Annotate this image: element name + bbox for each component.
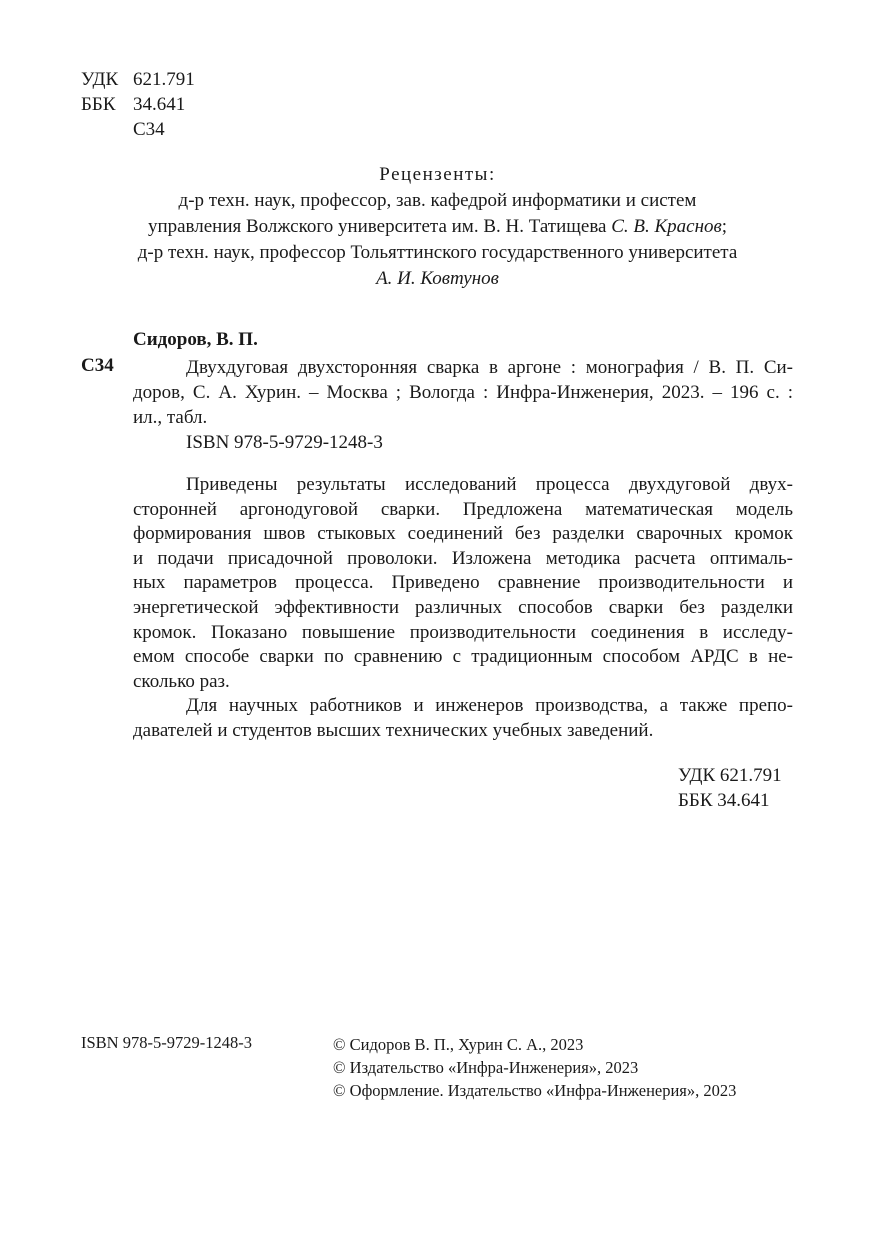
record-isbn: ISBN 978-5-9729-1248-3 [186,432,383,453]
annotation-line: кромок. Показано повышение производительности соединения в исследу- [133,621,793,643]
annotation-block [133,473,793,744]
udk-row [81,67,195,92]
footer-bbk: ББК 34.641 [678,790,770,811]
record-line: ил., табл. [133,407,208,428]
annotation-line: Приведены результаты исследований процесса двухдуговой двух- [186,474,793,495]
reviewer-1-line-2 [0,214,875,240]
copyright-line: © Сидоров В. П., Хурин С. А., 2023 [333,1035,584,1054]
footer-udk: УДК 621.791 [678,765,782,786]
reviewer-2-line-1: д-р техн. наук, профессор Тольяттинского государственного университета [137,242,738,263]
bbk-row [81,92,195,117]
annotation-line: сторонней аргонодуговой сварки. Предложена математическая модель [133,498,793,520]
record-line: доров, С. А. Хурин. – Москва ; Вологда : Инфра-Инженерия, 2023. – 196 с. : [133,382,793,403]
record-description [133,355,793,455]
udk-label: УДК [81,69,119,90]
reviewer-2-name: А. И. Ковтунов [376,268,499,289]
reviewer-1-affiliation: управления Волжского университета им. В. Н. Татищева [147,216,612,237]
author-sign-label [81,117,133,142]
bbk-value: 34.641 [133,94,186,115]
annotation-line: энергетической эффективности различных способов сварки без разделки [133,596,793,618]
udk-value: 621.791 [133,69,195,90]
record-line: Двухдуговая двухсторонняя сварка в аргоне : монография / В. П. Си- [186,357,793,378]
reviewers-block [0,162,875,292]
annotation-line: и подачи присадочной проволоки. Изложена методика расчета оптималь- [133,547,793,569]
annotation-line: ных параметров процесса. Приведено сравнение производительности и [133,572,793,594]
annotation-line: давателей и студентов высших технических учебных заведений. [133,719,654,741]
copyright-block [333,1033,736,1102]
annotation-line: Для научных работников и инженеров производства, а также препо- [186,695,793,717]
reviewer-1-separator: ; [721,216,728,237]
annotation-line: емом способе сварки по сравнению с традиционным способом АРДС в не- [133,646,793,668]
reviewer-1-line-1: д-р техн. наук, профессор, зав. кафедрой информатики и систем [178,190,697,211]
author-sign-value: С34 [133,119,165,140]
record-author-code: С34 [81,355,114,376]
copyright-line: © Издательство «Инфра-Инженерия», 2023 [333,1058,639,1077]
footer-isbn: ISBN 978-5-9729-1248-3 [81,1033,252,1052]
record-author: Сидоров, В. П. [133,329,258,350]
bbk-label: ББК [81,94,116,115]
classification-block [81,67,195,142]
copyright-line: © Оформление. Издательство «Инфра-Инженерия», 2023 [333,1081,737,1100]
annotation-line: формирования швов стыковых соединений без разделки сварочных кромок [133,523,793,545]
reviewer-1-name: С. В. Краснов [611,216,722,237]
footer-classification [678,763,782,813]
author-sign-row [81,117,195,142]
reviewers-title: Рецензенты: [379,164,496,185]
annotation-line: сколько раз. [133,670,230,692]
